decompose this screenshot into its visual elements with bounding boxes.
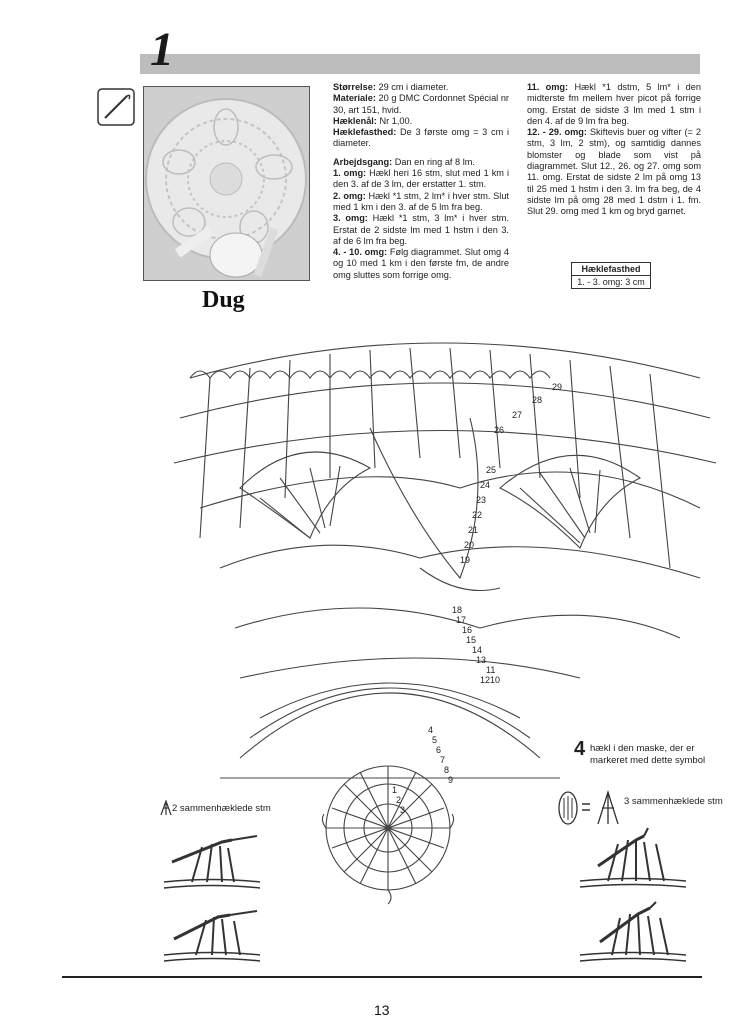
row-number: 29	[552, 382, 563, 392]
row-number: 19	[460, 555, 471, 565]
stitch-illustration-left-bottom	[162, 905, 262, 965]
row-number: 28	[532, 395, 543, 405]
tension-label: Hæklefasthed:	[333, 127, 397, 138]
row-number: 7	[440, 755, 446, 765]
row-number: 16	[462, 625, 473, 635]
crochet-hook-icon	[97, 88, 135, 126]
hook-value: Nr 1,00.	[376, 115, 413, 126]
row-number: 8	[444, 765, 450, 775]
doily-photo	[143, 86, 310, 281]
row-number: 14	[472, 645, 483, 655]
row-label: 12. - 29. omg:	[527, 127, 587, 138]
row-number: 18	[452, 605, 463, 615]
row-text: Følg diagrammet. Slut omg 4 og 10 med 1 km i den første fm, de andre omg sluttes som forrige omg.	[333, 247, 509, 280]
row-label: 2. omg:	[333, 190, 366, 201]
page-number: 13	[374, 1002, 390, 1018]
material-label: Materiale:	[333, 93, 376, 104]
stitch-illustration-left-top	[162, 832, 262, 892]
procedure-intro: Dan en ring af 8 lm.	[392, 156, 475, 167]
row-text: Hækl heri 16 stm, slut med 1 km i den 3. af de 3 lm, der erstatter 1. stm.	[333, 168, 510, 190]
row-number: 26	[494, 425, 505, 435]
row-number: 2	[396, 795, 402, 805]
row-number: 10	[490, 675, 501, 685]
row-text: Hækl *1 stm, 2 lm* i hver stm. Slut med 1 km i den 3. af de 5 lm fra beg.	[333, 190, 509, 212]
tension-box-value: 1. - 3. omg: 3 cm	[577, 277, 645, 287]
pattern-number: 1	[150, 23, 174, 76]
row-number: 1	[392, 785, 398, 795]
tension-box-header: Hæklefasthed	[572, 263, 650, 276]
row-number: 22	[472, 510, 483, 520]
two-dc-note: 2 sammenhæklede stm	[172, 803, 271, 814]
row-number: 23	[476, 495, 487, 505]
row-number: 9	[448, 775, 454, 785]
procedure-label: Arbejdsgang:	[333, 156, 393, 167]
material-value: 20 g DMC Cordonnet Spécial nr 30, art 151, hvid.	[333, 93, 509, 115]
instructions-column-2	[527, 82, 701, 225]
row-number: 27	[512, 410, 523, 420]
row-number: 25	[486, 465, 497, 475]
row-number: 13	[476, 655, 487, 665]
row-number: 5	[432, 735, 438, 745]
row-number: 20	[464, 540, 475, 550]
row-number: 11	[486, 665, 496, 675]
footer-rule	[62, 976, 702, 978]
row-number: 24	[480, 480, 491, 490]
size-value: 29 cm i diameter.	[375, 82, 449, 92]
stitch-illustration-right-bottom	[578, 900, 688, 965]
tension-box	[571, 262, 651, 289]
row-label: 4. - 10. omg:	[333, 247, 388, 258]
hook-label: Hæklenål:	[333, 115, 377, 126]
mark-note: hækl i den maske, der er markeret med dette symbol	[590, 743, 706, 766]
row-label: 3. omg:	[333, 213, 368, 224]
mark-symbol: 4	[574, 738, 586, 760]
three-dc-note: 3 sammenhæklede stm	[624, 796, 723, 807]
row-number: 17	[456, 615, 467, 625]
size-label: Størrelse:	[333, 82, 376, 92]
row-number: 21	[468, 525, 479, 535]
two-dc-together-icon	[160, 800, 172, 816]
tension-value: De 3 første omg = 3 cm i diameter.	[333, 127, 509, 149]
centre-medallion	[322, 766, 453, 904]
pattern-title: Dug	[202, 287, 245, 313]
row-text: Skiftevis buer og vifter (= 2 stm, 3 lm, 2 stm), og samtidig dannes blomster og blade som vist på diagrammet. Slut 12., 26. og 27. omg som 11. omg. Erstat de sidste 2 lm på omg 13 til 25 med 1 hstm i den 3. lm fra beg, de 4 sidste lm på omg 28 med 1 dstm i 1. fm. Slut 29. omg med 1 km og bryd garnet.	[527, 127, 701, 217]
chart-mesh	[174, 343, 716, 778]
row-text: Hækl *1 stm, 3 lm* i hver stm. Erstat de 2 sidste lm med 1 hstm i den 3. af de 6 lm fra beg.	[333, 213, 510, 246]
three-dc-symbol-icon	[556, 788, 622, 828]
row-number: 12	[480, 675, 491, 685]
stitch-illustration-right-top	[578, 826, 688, 891]
row-number: 3	[400, 805, 406, 815]
row-number: 6	[436, 745, 442, 755]
row-label: 1. omg:	[333, 168, 367, 179]
row-number: 4	[428, 725, 434, 735]
row-text: Hækl *1 dstm, 5 lm* i den midterste fm mellem hver picot på forrige omg. Erstat de sidste 3 lm med 1 stm i den 4. af de 9 lm fra beg.	[527, 82, 701, 126]
instructions-column-1	[333, 82, 509, 281]
row-label: 11. omg:	[527, 82, 569, 92]
header-bar	[140, 54, 700, 74]
row-number: 15	[466, 635, 477, 645]
